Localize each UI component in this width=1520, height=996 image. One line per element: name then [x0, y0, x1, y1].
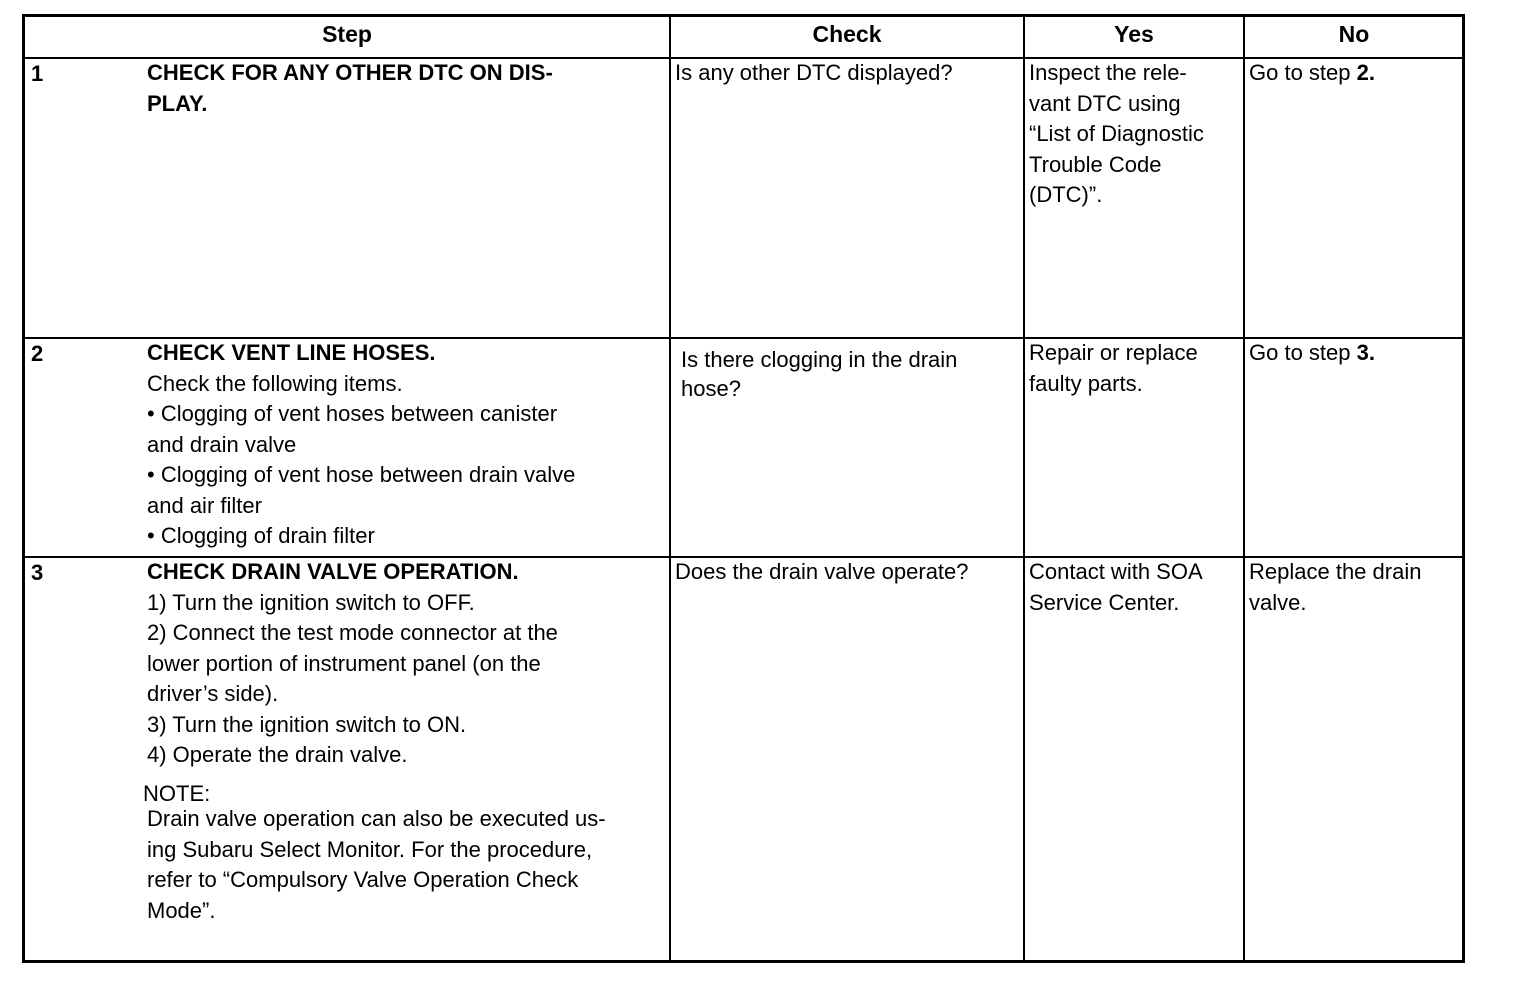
row-2-number: 2 [31, 341, 44, 366]
row-1-number: 1 [31, 61, 44, 86]
column-divider-yes [1023, 17, 1025, 960]
row-1-check: Is any other DTC displayed? [675, 60, 953, 85]
row-1-yes: Inspect the rele- vant DTC using “List of Diagnostic Trouble Code (DTC)”. [1029, 60, 1204, 207]
row-1-step-title: CHECK FOR ANY OTHER DTC ON DIS- PLAY. [147, 60, 553, 116]
header-check: Check [812, 21, 882, 47]
row-3-yes: Contact with SOA Service Center. [1029, 559, 1203, 615]
row-2-no: Go to step 3. [1249, 340, 1375, 365]
header-no: No [1338, 21, 1370, 47]
row-3-number: 3 [31, 560, 44, 585]
row-1-no: Go to step 2. [1249, 60, 1375, 85]
row-3-no: Replace the drain valve. [1249, 559, 1422, 615]
header-step: Step [322, 21, 372, 47]
row-2-step: CHECK VENT LINE HOSES. Check the following items. • Clogging of vent hoses between canister and drain valve • Clogging of vent hose between drain valve and air filter • Clogging of drain filter [147, 340, 576, 548]
row-3-step: CHECK DRAIN VALVE OPERATION. 1) Turn the ignition switch to OFF. 2) Connect the test mode connector at the lower portion of instrument panel (on the driver’s side). 3) Turn the ignition switch to ON. 4) Operate the drain valve. [147, 559, 558, 767]
row-2-yes: Repair or replace faulty parts. [1029, 340, 1198, 396]
column-divider-no [1243, 17, 1245, 960]
diagnostic-table [22, 14, 1465, 963]
column-divider-check [669, 17, 671, 960]
row-3-note-label: NOTE: [143, 781, 211, 806]
row-3-check: Does the drain valve operate? [675, 559, 969, 584]
row-3-note-body: Drain valve operation can also be executed us- ing Subaru Select Monitor. For the procedure, refer to “Compulsory Valve Operation Check Mode”. [147, 806, 606, 923]
row-2-check: Is there clogging in the drain hose? [681, 347, 958, 401]
header-yes: Yes [1114, 21, 1154, 47]
